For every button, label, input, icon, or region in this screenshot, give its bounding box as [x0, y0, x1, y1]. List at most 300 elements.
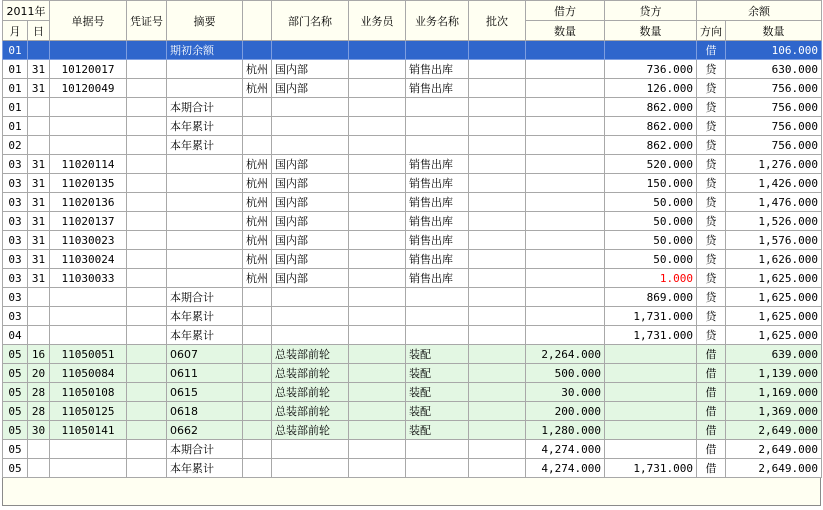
- cell-batch: [469, 155, 526, 174]
- cell-dept: [272, 307, 349, 326]
- cell-debit-qty: 1,280.000: [526, 421, 605, 440]
- cell-direction: 借: [697, 41, 726, 60]
- cell-batch: [469, 269, 526, 288]
- cell-doc-no: 10120049: [50, 79, 127, 98]
- table-row[interactable]: [3, 212, 822, 231]
- cell-batch: [469, 212, 526, 231]
- table-row[interactable]: [3, 269, 822, 288]
- cell-month: 05: [3, 345, 28, 364]
- cell-biz-name: 销售出库: [406, 231, 469, 250]
- cell-debit-qty: 4,274.000: [526, 459, 605, 478]
- cell-day: 30: [28, 421, 50, 440]
- cell-summary: 0662: [167, 421, 243, 440]
- cell-batch: [469, 288, 526, 307]
- cell-voucher-no: [127, 117, 167, 136]
- cell-month: 03: [3, 231, 28, 250]
- cell-doc-no: [50, 136, 127, 155]
- cell-debit-qty: [526, 231, 605, 250]
- cell-debit-qty: [526, 174, 605, 193]
- cell-direction: 贷: [697, 269, 726, 288]
- cell-city: [243, 345, 272, 364]
- cell-salesman: [349, 440, 406, 459]
- table-row[interactable]: [3, 136, 822, 155]
- cell-dept: 总装部前轮: [272, 364, 349, 383]
- cell-summary: 本年累计: [167, 326, 243, 345]
- cell-city: 杭州: [243, 174, 272, 193]
- cell-doc-no: 11050125: [50, 402, 127, 421]
- cell-biz-name: 销售出库: [406, 212, 469, 231]
- cell-summary: [167, 250, 243, 269]
- cell-voucher-no: [127, 250, 167, 269]
- cell-day: 31: [28, 250, 50, 269]
- table-row[interactable]: [3, 288, 822, 307]
- cell-summary: [167, 79, 243, 98]
- cell-balance-qty: 2,649.000: [726, 459, 822, 478]
- cell-salesman: [349, 421, 406, 440]
- cell-month: 01: [3, 98, 28, 117]
- header-debit-qty[interactable]: 数量: [526, 21, 605, 41]
- cell-salesman: [349, 364, 406, 383]
- cell-city: 杭州: [243, 79, 272, 98]
- cell-doc-no: 11030033: [50, 269, 127, 288]
- cell-dept: 总装部前轮: [272, 402, 349, 421]
- cell-day: 28: [28, 383, 50, 402]
- table-row[interactable]: [3, 117, 822, 136]
- cell-balance-qty: 2,649.000: [726, 421, 822, 440]
- cell-direction: 贷: [697, 79, 726, 98]
- cell-doc-no: 10120017: [50, 60, 127, 79]
- cell-batch: [469, 364, 526, 383]
- cell-batch: [469, 193, 526, 212]
- cell-dept: 国内部: [272, 250, 349, 269]
- cell-doc-no: [50, 117, 127, 136]
- cell-biz-name: [406, 307, 469, 326]
- table-row[interactable]: [3, 421, 822, 440]
- cell-balance-qty: 630.000: [726, 60, 822, 79]
- cell-voucher-no: [127, 364, 167, 383]
- cell-debit-qty: [526, 288, 605, 307]
- table-row[interactable]: [3, 155, 822, 174]
- header-debit: 借方: [526, 1, 605, 21]
- cell-credit-qty: 50.000: [605, 193, 697, 212]
- cell-balance-qty: 756.000: [726, 79, 822, 98]
- cell-summary: 本年累计: [167, 117, 243, 136]
- cell-month: 03: [3, 193, 28, 212]
- cell-biz-name: 销售出库: [406, 269, 469, 288]
- cell-city: [243, 364, 272, 383]
- cell-salesman: [349, 41, 406, 60]
- cell-month: 01: [3, 79, 28, 98]
- cell-voucher-no: [127, 345, 167, 364]
- cell-direction: 借: [697, 364, 726, 383]
- cell-biz-name: [406, 117, 469, 136]
- cell-city: 杭州: [243, 269, 272, 288]
- cell-debit-qty: [526, 193, 605, 212]
- cell-salesman: [349, 326, 406, 345]
- cell-month: 05: [3, 402, 28, 421]
- cell-doc-no: 11020114: [50, 155, 127, 174]
- cell-doc-no: 11030024: [50, 250, 127, 269]
- cell-salesman: [349, 459, 406, 478]
- cell-debit-qty: [526, 117, 605, 136]
- cell-balance-qty: 1,369.000: [726, 402, 822, 421]
- cell-dept: 国内部: [272, 212, 349, 231]
- cell-salesman: [349, 231, 406, 250]
- cell-voucher-no: [127, 459, 167, 478]
- cell-day: [28, 459, 50, 478]
- cell-credit-qty: 1,731.000: [605, 307, 697, 326]
- cell-city: [243, 41, 272, 60]
- table-row[interactable]: [3, 231, 822, 250]
- header-day[interactable]: 日: [28, 21, 50, 41]
- cell-batch: [469, 231, 526, 250]
- cell-balance-qty: 1,625.000: [726, 326, 822, 345]
- cell-day: [28, 326, 50, 345]
- cell-voucher-no: [127, 212, 167, 231]
- header-doc-no[interactable]: 单据号: [50, 1, 127, 41]
- cell-direction: 贷: [697, 155, 726, 174]
- header-biz-name[interactable]: 业务名称: [406, 1, 469, 41]
- cell-month: 05: [3, 459, 28, 478]
- cell-batch: [469, 41, 526, 60]
- cell-voucher-no: [127, 421, 167, 440]
- cell-balance-qty: 1,476.000: [726, 193, 822, 212]
- cell-day: [28, 136, 50, 155]
- header-credit: 贷方: [605, 1, 697, 21]
- cell-direction: 借: [697, 440, 726, 459]
- cell-summary: [167, 174, 243, 193]
- cell-voucher-no: [127, 402, 167, 421]
- cell-direction: 贷: [697, 60, 726, 79]
- cell-voucher-no: [127, 155, 167, 174]
- cell-month: 03: [3, 212, 28, 231]
- cell-month: 05: [3, 364, 28, 383]
- cell-day: 31: [28, 212, 50, 231]
- cell-debit-qty: [526, 79, 605, 98]
- cell-batch: [469, 307, 526, 326]
- cell-batch: [469, 117, 526, 136]
- cell-month: 04: [3, 326, 28, 345]
- table-row[interactable]: [3, 345, 822, 364]
- cell-salesman: [349, 136, 406, 155]
- cell-biz-name: [406, 41, 469, 60]
- cell-city: 杭州: [243, 231, 272, 250]
- cell-dept: [272, 440, 349, 459]
- cell-city: [243, 440, 272, 459]
- cell-debit-qty: [526, 41, 605, 60]
- cell-biz-name: 装配: [406, 383, 469, 402]
- cell-balance-qty: 756.000: [726, 98, 822, 117]
- cell-doc-no: 11050108: [50, 383, 127, 402]
- table-row[interactable]: [3, 402, 822, 421]
- cell-dept: 国内部: [272, 79, 349, 98]
- cell-month: 03: [3, 155, 28, 174]
- cell-debit-qty: [526, 60, 605, 79]
- cell-credit-qty: 50.000: [605, 250, 697, 269]
- cell-direction: 贷: [697, 231, 726, 250]
- cell-credit-qty: [605, 41, 697, 60]
- cell-biz-name: [406, 136, 469, 155]
- cell-day: [28, 41, 50, 60]
- cell-salesman: [349, 155, 406, 174]
- cell-credit-qty: 1,731.000: [605, 459, 697, 478]
- cell-voucher-no: [127, 98, 167, 117]
- table-row[interactable]: [3, 459, 822, 478]
- cell-voucher-no: [127, 136, 167, 155]
- table-row[interactable]: [3, 193, 822, 212]
- cell-voucher-no: [127, 41, 167, 60]
- cell-doc-no: [50, 440, 127, 459]
- cell-debit-qty: [526, 98, 605, 117]
- cell-credit-qty: [605, 345, 697, 364]
- cell-month: 03: [3, 307, 28, 326]
- cell-summary: 本期合计: [167, 98, 243, 117]
- cell-balance-qty: 1,625.000: [726, 307, 822, 326]
- cell-credit-qty: 1.000: [605, 269, 697, 288]
- cell-salesman: [349, 345, 406, 364]
- table-row[interactable]: [3, 383, 822, 402]
- cell-month: 03: [3, 174, 28, 193]
- table-row[interactable]: [3, 307, 822, 326]
- cell-month: 05: [3, 421, 28, 440]
- cell-city: [243, 402, 272, 421]
- cell-debit-qty: 30.000: [526, 383, 605, 402]
- table-row[interactable]: [3, 250, 822, 269]
- cell-day: [28, 117, 50, 136]
- cell-city: [243, 421, 272, 440]
- cell-city: [243, 383, 272, 402]
- cell-summary: [167, 231, 243, 250]
- cell-credit-qty: 862.000: [605, 98, 697, 117]
- cell-salesman: [349, 60, 406, 79]
- cell-month: 01: [3, 117, 28, 136]
- cell-salesman: [349, 402, 406, 421]
- table-body: [3, 41, 822, 478]
- cell-batch: [469, 421, 526, 440]
- cell-balance-qty: 1,139.000: [726, 364, 822, 383]
- header-year: 2011年: [3, 1, 50, 21]
- cell-day: [28, 98, 50, 117]
- cell-doc-no: 11050051: [50, 345, 127, 364]
- cell-month: 01: [3, 41, 28, 60]
- cell-summary: [167, 212, 243, 231]
- cell-month: 05: [3, 440, 28, 459]
- cell-dept: [272, 288, 349, 307]
- cell-biz-name: [406, 326, 469, 345]
- table-row[interactable]: [3, 364, 822, 383]
- header-month[interactable]: 月: [3, 21, 28, 41]
- cell-credit-qty: [605, 440, 697, 459]
- cell-debit-qty: [526, 326, 605, 345]
- cell-debit-qty: [526, 136, 605, 155]
- cell-dept: [272, 98, 349, 117]
- cell-debit-qty: [526, 212, 605, 231]
- header-credit-qty[interactable]: 数量: [605, 21, 697, 41]
- cell-city: 杭州: [243, 193, 272, 212]
- cell-credit-qty: [605, 402, 697, 421]
- cell-batch: [469, 79, 526, 98]
- cell-city: [243, 307, 272, 326]
- cell-month: 03: [3, 250, 28, 269]
- header-balance-qty[interactable]: 数量: [726, 21, 822, 41]
- cell-biz-name: 销售出库: [406, 79, 469, 98]
- cell-balance-qty: 639.000: [726, 345, 822, 364]
- header-voucher-no[interactable]: 凭证号: [127, 1, 167, 41]
- table-row[interactable]: [3, 41, 822, 60]
- table-row[interactable]: [3, 174, 822, 193]
- header-dept[interactable]: 部门名称: [272, 1, 349, 41]
- table-row[interactable]: [3, 79, 822, 98]
- cell-credit-qty: [605, 364, 697, 383]
- cell-voucher-no: [127, 60, 167, 79]
- table-row[interactable]: [3, 440, 822, 459]
- cell-month: 01: [3, 60, 28, 79]
- cell-debit-qty: [526, 250, 605, 269]
- cell-dept: 国内部: [272, 174, 349, 193]
- cell-dept: 总装部前轮: [272, 345, 349, 364]
- cell-day: 31: [28, 193, 50, 212]
- cell-balance-qty: 1,626.000: [726, 250, 822, 269]
- table-header: [3, 1, 822, 41]
- cell-city: 杭州: [243, 250, 272, 269]
- cell-day: [28, 288, 50, 307]
- cell-dept: [272, 459, 349, 478]
- cell-direction: 贷: [697, 307, 726, 326]
- cell-direction: 贷: [697, 193, 726, 212]
- cell-credit-qty: 520.000: [605, 155, 697, 174]
- cell-month: 05: [3, 383, 28, 402]
- cell-summary: 0615: [167, 383, 243, 402]
- table-row[interactable]: [3, 60, 822, 79]
- cell-dept: 总装部前轮: [272, 421, 349, 440]
- cell-credit-qty: 1,731.000: [605, 326, 697, 345]
- cell-day: 31: [28, 269, 50, 288]
- cell-doc-no: [50, 326, 127, 345]
- cell-dept: 国内部: [272, 231, 349, 250]
- cell-voucher-no: [127, 79, 167, 98]
- cell-direction: 贷: [697, 288, 726, 307]
- cell-credit-qty: 150.000: [605, 174, 697, 193]
- cell-biz-name: 装配: [406, 421, 469, 440]
- cell-batch: [469, 250, 526, 269]
- cell-day: 20: [28, 364, 50, 383]
- cell-summary: 本年累计: [167, 307, 243, 326]
- cell-voucher-no: [127, 307, 167, 326]
- cell-salesman: [349, 79, 406, 98]
- cell-biz-name: 装配: [406, 364, 469, 383]
- cell-credit-qty: 869.000: [605, 288, 697, 307]
- cell-summary: 0607: [167, 345, 243, 364]
- cell-city: [243, 136, 272, 155]
- cell-day: 31: [28, 174, 50, 193]
- cell-batch: [469, 402, 526, 421]
- cell-balance-qty: 2,649.000: [726, 440, 822, 459]
- cell-balance-qty: 1,625.000: [726, 269, 822, 288]
- cell-voucher-no: [127, 440, 167, 459]
- cell-biz-name: [406, 98, 469, 117]
- cell-doc-no: [50, 98, 127, 117]
- cell-biz-name: 装配: [406, 345, 469, 364]
- cell-direction: 借: [697, 383, 726, 402]
- cell-balance-qty: 1,576.000: [726, 231, 822, 250]
- cell-day: 28: [28, 402, 50, 421]
- cell-dept: [272, 117, 349, 136]
- ledger-table: [2, 0, 822, 478]
- cell-doc-no: [50, 307, 127, 326]
- table-row[interactable]: [3, 326, 822, 345]
- cell-salesman: [349, 307, 406, 326]
- cell-dept: [272, 136, 349, 155]
- cell-direction: 借: [697, 421, 726, 440]
- cell-doc-no: 11030023: [50, 231, 127, 250]
- cell-doc-no: 11050141: [50, 421, 127, 440]
- cell-salesman: [349, 174, 406, 193]
- header-summary[interactable]: 摘要: [167, 1, 243, 41]
- cell-month: 02: [3, 136, 28, 155]
- cell-batch: [469, 98, 526, 117]
- cell-salesman: [349, 98, 406, 117]
- cell-voucher-no: [127, 288, 167, 307]
- cell-biz-name: 销售出库: [406, 60, 469, 79]
- cell-salesman: [349, 383, 406, 402]
- cell-credit-qty: 50.000: [605, 231, 697, 250]
- cell-summary: 0618: [167, 402, 243, 421]
- header-direction[interactable]: 方向: [697, 21, 726, 41]
- cell-doc-no: [50, 288, 127, 307]
- cell-debit-qty: 500.000: [526, 364, 605, 383]
- cell-credit-qty: [605, 421, 697, 440]
- cell-balance-qty: 1,625.000: [726, 288, 822, 307]
- table-row[interactable]: [3, 98, 822, 117]
- cell-batch: [469, 60, 526, 79]
- cell-day: 31: [28, 79, 50, 98]
- cell-day: 31: [28, 155, 50, 174]
- cell-balance-qty: 1,276.000: [726, 155, 822, 174]
- cell-batch: [469, 174, 526, 193]
- cell-city: [243, 459, 272, 478]
- cell-direction: 贷: [697, 212, 726, 231]
- cell-direction: 贷: [697, 174, 726, 193]
- cell-direction: 贷: [697, 136, 726, 155]
- cell-direction: 贷: [697, 117, 726, 136]
- cell-city: 杭州: [243, 60, 272, 79]
- cell-month: 03: [3, 269, 28, 288]
- cell-balance-qty: 756.000: [726, 136, 822, 155]
- cell-biz-name: [406, 440, 469, 459]
- header-salesman[interactable]: 业务员: [349, 1, 406, 41]
- cell-direction: 借: [697, 345, 726, 364]
- cell-voucher-no: [127, 326, 167, 345]
- cell-credit-qty: 862.000: [605, 117, 697, 136]
- cell-summary: [167, 269, 243, 288]
- cell-month: 03: [3, 288, 28, 307]
- cell-biz-name: [406, 288, 469, 307]
- cell-balance-qty: 1,426.000: [726, 174, 822, 193]
- cell-summary: 本年累计: [167, 459, 243, 478]
- cell-voucher-no: [127, 383, 167, 402]
- cell-salesman: [349, 288, 406, 307]
- cell-day: 31: [28, 231, 50, 250]
- header-blank[interactable]: [243, 1, 272, 41]
- cell-credit-qty: 126.000: [605, 79, 697, 98]
- cell-balance-qty: 1,526.000: [726, 212, 822, 231]
- cell-day: [28, 440, 50, 459]
- cell-batch: [469, 440, 526, 459]
- cell-dept: 国内部: [272, 60, 349, 79]
- cell-doc-no: 11050084: [50, 364, 127, 383]
- header-batch[interactable]: 批次: [469, 1, 526, 41]
- cell-debit-qty: [526, 269, 605, 288]
